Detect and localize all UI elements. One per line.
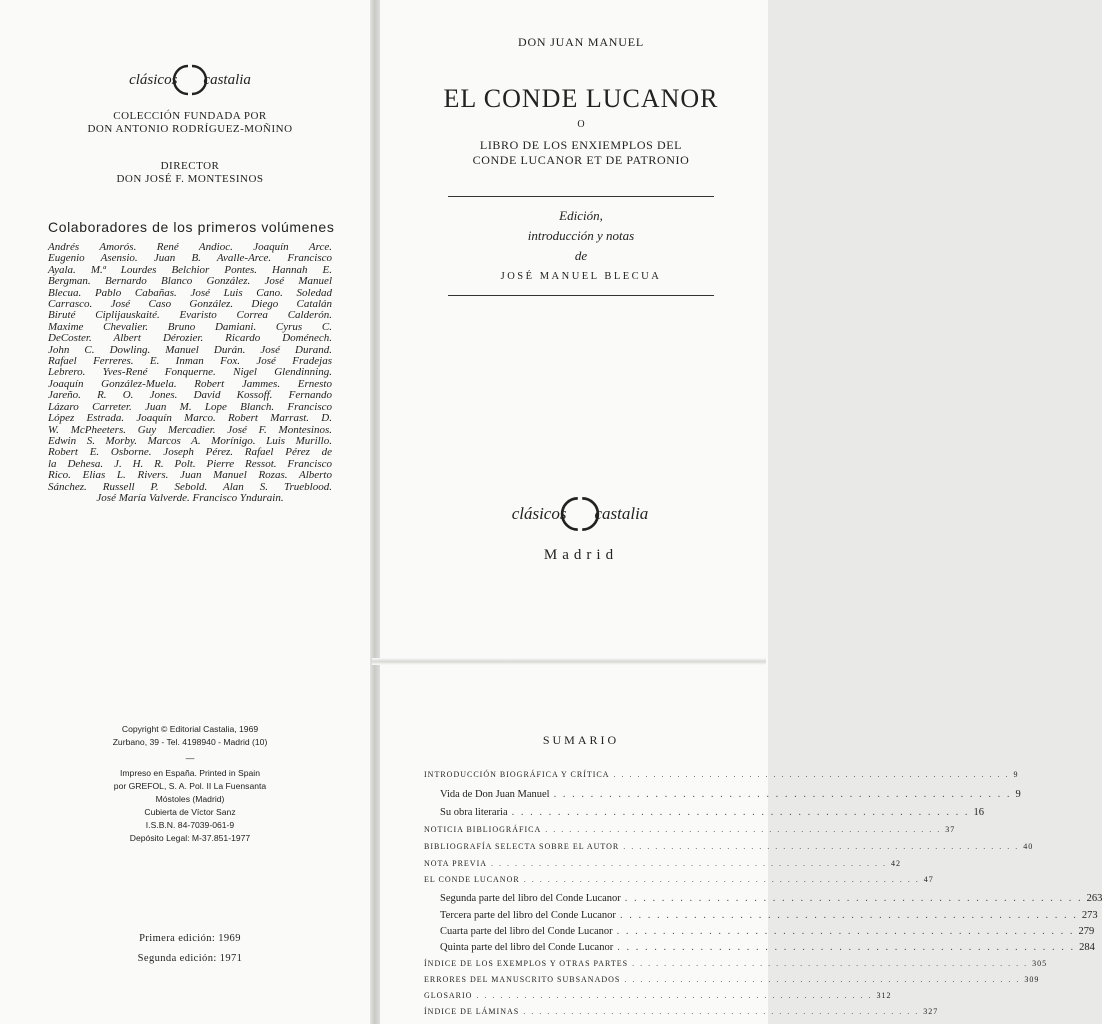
toc-leader-dots: . . . . . . . . . . . . . . . . . . . . . . . . . . . . . . . . . . . . . . . . . . . . . . . . . . — [476, 991, 873, 1000]
toc-entry — [424, 959, 1048, 975]
toc-entry — [424, 825, 956, 841]
edicion-label: Edición, — [559, 208, 603, 223]
toc-entry-label: Tercera parte del libro del Conde Lucanor — [440, 910, 616, 921]
subtitle-line2: CONDE LUCANOR ET DE PATRONIO — [472, 153, 690, 167]
edition-credit — [394, 206, 768, 266]
colaboradores-line: Sánchez. Russell P. Sebold. Alan S. Trueblood. — [48, 480, 332, 493]
toc-entry-page: 16 — [973, 807, 985, 818]
toc-leader-dots: . . . . . . . . . . . . . . . . . . . . . . . . . . . . . . . . . . . . . . . . . . . . . . . . . . — [624, 893, 1083, 904]
castalia-logo-right — [500, 492, 660, 536]
rule-top — [448, 196, 714, 197]
mostoles-line: Móstoles (Madrid) — [155, 794, 225, 804]
toc-leader-dots: . . . . . . . . . . . . . . . . . . . . . . . . . . . . . . . . . . . . . . . . . . . . . . . . . . — [491, 859, 888, 868]
coleccion-line1: COLECCIÓN FUNDADA POR — [113, 110, 267, 122]
rule-bottom — [448, 295, 714, 296]
toc-entry-page: 263 — [1086, 893, 1102, 904]
colaboradores-line: Joaquín González-Muela. Robert Jammes. Ernesto — [48, 377, 332, 390]
toc-leader-dots: . . . . . . . . . . . . . . . . . . . . . . . . . . . . . . . . . . . . . . . . . . . . . . . . . . — [613, 770, 1010, 779]
director-name: DON JOSÉ F. MONTESINOS — [116, 173, 264, 185]
toc-entry-page: 37 — [945, 825, 956, 834]
toc-leader-dots: . . . . . . . . . . . . . . . . . . . . . . . . . . . . . . . . . . . . . . . . . . . . . . . . . . — [545, 825, 942, 834]
colaboradores-line: la Dehesa. J. H. R. Polt. Pierre Ressot. Francisco — [48, 457, 332, 470]
address-line: Zurbano, 39 - Tel. 4198940 - Madrid (10) — [112, 737, 268, 747]
toc-entry-label: EL CONDE LUCANOR — [424, 875, 520, 884]
toc-entry-label: GLOSARIO — [424, 991, 473, 1000]
logo-word-clasicos-right: clásicos — [511, 504, 567, 523]
toc-entry-label: Cuarta parte del libro del Conde Lucanor — [440, 926, 613, 937]
toc-entry-label: NOTICIA BIBLIOGRÁFICA — [424, 825, 542, 834]
toc-entry — [440, 893, 1102, 909]
toc-entry-label: Quinta parte del libro del Conde Lucanor — [440, 942, 614, 953]
toc-entry — [424, 770, 1019, 786]
toc-entry-label: Vida de Don Juan Manuel — [440, 789, 550, 800]
toc-entry-page: 9 — [1013, 770, 1019, 779]
toc-leader-dots: . . . . . . . . . . . . . . . . . . . . . . . . . . . . . . . . . . . . . . . . . . . . . . . . . . — [632, 959, 1029, 968]
toc-entry-page: 327 — [923, 1007, 939, 1016]
toc-entry-page: 273 — [1081, 910, 1098, 921]
editions-block — [40, 929, 340, 969]
toc-entry-label: ÍNDICE DE LÁMINAS — [424, 1007, 520, 1016]
toc-leader-dots: . . . . . . . . . . . . . . . . . . . . . . . . . . . . . . . . . . . . . . . . . . . . . . . . . . — [511, 807, 970, 818]
toc-entry-page: 284 — [1079, 942, 1095, 953]
colaboradores-line: Carrasco. José Caso González. Diego Catalán — [48, 298, 332, 311]
logo-word-castalia-right: castalia — [594, 504, 649, 523]
logo-word-clasicos: clásicos — [129, 71, 178, 88]
coleccion-block — [40, 110, 340, 136]
toc-entry — [424, 991, 892, 1007]
toc-entry — [424, 842, 1034, 858]
toc-leader-dots: . . . . . . . . . . . . . . . . . . . . . . . . . . . . . . . . . . . . . . . . . . . . . . . . . . — [616, 926, 1075, 937]
left-page — [0, 0, 374, 1024]
colaboradores-list — [48, 242, 332, 504]
castalia-logo — [110, 60, 270, 100]
toc-leader-dots: . . . . . . . . . . . . . . . . . . . . . . . . . . . . . . . . . . . . . . . . . . . . . . . . . . — [553, 789, 1012, 800]
colaboradores-line: Lebrero. Yves-René Fonquerne. Nigel Glendinning. — [48, 366, 332, 379]
page-divider — [372, 658, 766, 665]
toc-entry — [440, 910, 1098, 926]
toc-leader-dots: . . . . . . . . . . . . . . . . . . . . . . . . . . . . . . . . . . . . . . . . . . . . . . . . . . — [619, 910, 1078, 921]
subtitle-block — [394, 138, 768, 168]
toc-entry — [424, 875, 934, 891]
colaboradores-line: Ayala. M.ª Lourdes Belchior Pontes. Hannah E. — [48, 263, 332, 276]
toc-entry — [440, 807, 985, 823]
de-label: de — [574, 248, 588, 263]
toc-leader-dots: . . . . . . . . . . . . . . . . . . . . . . . . . . . . . . . . . . . . . . . . . . . . . . . . . . — [624, 975, 1021, 984]
toc-entry-page: 9 — [1015, 789, 1021, 800]
copyright-line: Copyright © Editorial Castalia, 1969 — [121, 724, 259, 734]
author-name: DON JUAN MANUEL — [518, 35, 644, 49]
toc-entry-label: Su obra literaria — [440, 807, 508, 818]
toc-leader-dots: . . . . . . . . . . . . . . . . . . . . . . . . . . . . . . . . . . . . . . . . . . . . . . . . . . — [523, 1007, 920, 1016]
colaboradores-heading: Colaboradores de los primeros volúmenes — [48, 219, 335, 235]
toc-leader-dots: . . . . . . . . . . . . . . . . . . . . . . . . . . . . . . . . . . . . . . . . . . . . . . . . . . — [623, 842, 1020, 851]
toc-entry-page: 312 — [876, 991, 892, 1000]
colaboradores-line: John C. Dowling. Manuel Durán. José Durand. — [48, 343, 332, 356]
toc-entry — [424, 1007, 939, 1023]
book-gutter — [370, 0, 380, 1024]
colaboradores-line: Andrés Amorós. René Andioc. Joaquín Arce. — [48, 241, 332, 253]
toc-entry-page: 47 — [923, 875, 934, 884]
segunda-edicion: Segunda edición: 1971 — [137, 953, 243, 964]
toc-entry-page: 279 — [1078, 926, 1095, 937]
toc-entry — [440, 926, 1095, 942]
deposito-line: Depósito Legal: M-37.851-1977 — [129, 833, 251, 843]
book-title: EL CONDE LUCANOR — [443, 84, 719, 113]
publisher-city: Madrid — [543, 547, 619, 563]
colaboradores-line: Lázaro Carreter. Juan M. Lope Blanch. Francisco — [48, 400, 332, 413]
title-o: O — [577, 119, 585, 130]
colaboradores-line: Robert E. Osborne. Joseph Pérez. Rafael Pérez de — [48, 446, 332, 459]
coleccion-line2: DON ANTONIO RODRÍGUEZ-MOÑINO — [87, 123, 293, 135]
imprint-block — [40, 723, 340, 845]
colaboradores-line: Rafael Ferreres. E. Inman Fox. José Fradejas — [48, 355, 332, 368]
toc-entry-page: 40 — [1023, 842, 1034, 851]
toc-leader-dots: . . . . . . . . . . . . . . . . . . . . . . . . . . . . . . . . . . . . . . . . . . . . . . . . . . — [523, 875, 920, 884]
colaboradores-line: Eugenio Asensio. Juan B. Avalle-Arce. Francisco — [48, 252, 332, 265]
toc-entry-label: INTRODUCCIÓN BIOGRÁFICA Y CRÍTICA — [424, 770, 610, 779]
toc-entry — [424, 859, 902, 875]
colaboradores-line: Edwin S. Morby. Marcos A. Morínigo. Luis Murillo. — [48, 434, 332, 447]
colaboradores-line: W. McPheeters. Guy Mercadier. José F. Montesinos. — [48, 423, 332, 436]
colaboradores-line: Biruté Ciplijauskaité. Evaristo Correa Calderón. — [48, 309, 332, 322]
toc-entry-label: NOTA PREVIA — [424, 859, 488, 868]
primera-edicion: Primera edición: 1969 — [139, 933, 241, 944]
colaboradores-line: José María Valverde. Francisco Yndurain. — [96, 491, 284, 504]
director-label: DIRECTOR — [160, 160, 220, 172]
cubierta-line: Cubierta de Víctor Sanz — [144, 807, 236, 817]
colaboradores-line: Maxime Chevalier. Bruno Damiani. Cyrus C. — [48, 320, 332, 333]
colaboradores-line: Bergman. Bernardo Blanco González. José Manuel — [48, 275, 332, 288]
toc-entry-page: 309 — [1024, 975, 1040, 984]
toc-entry — [440, 789, 1021, 805]
colaboradores-line: López Estrada. Joaquín Marco. Robert Marrast. D. — [48, 412, 332, 425]
toc-entry — [424, 975, 1040, 991]
colaboradores-line: Rico. Elias L. Rivers. Juan Manuel Rozas. Alberto — [48, 469, 332, 482]
sumario-heading: SUMARIO — [542, 733, 620, 747]
colaboradores-line: Blecua. Pablo Cabañas. José Luis Cano. Soledad — [48, 286, 332, 299]
colaboradores-line: Jareño. R. O. Jones. David Kossoff. Fernando — [48, 389, 332, 402]
toc-entry-page: 305 — [1032, 959, 1048, 968]
toc-entry-label: Segunda parte del libro del Conde Lucanor — [440, 893, 621, 904]
director-block — [40, 160, 340, 186]
grefol-line: por GREFOL, S. A. Pol. II La Fuensanta — [113, 781, 267, 791]
dash-separator: — — [185, 753, 195, 763]
impreso-line: Impreso en España. Printed in Spain — [120, 768, 260, 778]
logo-word-castalia: castalia — [203, 71, 251, 88]
toc-entry — [440, 942, 1095, 958]
colaboradores-line: DeCoster. Albert Dérozier. Ricardo Doménech. — [48, 332, 332, 345]
toc-leader-dots: . . . . . . . . . . . . . . . . . . . . . . . . . . . . . . . . . . . . . . . . . . . . . . . . . . — [617, 942, 1076, 953]
toc-entry-label: ERRORES DEL MANUSCRITO SUBSANADOS — [424, 975, 621, 984]
editor-name: JOSÉ MANUEL BLECUA — [500, 271, 662, 282]
introduccion-label: introducción y notas — [527, 228, 635, 243]
castalia-emblem-icon — [173, 63, 207, 97]
subtitle-line1: LIBRO DE LOS ENXIEMPLOS DEL — [479, 138, 683, 152]
isbn-line: I.S.B.N. 84-7039-061-9 — [145, 820, 235, 830]
toc-entry-label: BIBLIOGRAFÍA SELECTA SOBRE EL AUTOR — [424, 842, 620, 851]
toc-entry-label: ÍNDICE DE LOS EXEMPLOS Y OTRAS PARTES — [424, 959, 629, 968]
toc-entry-page: 42 — [891, 859, 902, 868]
